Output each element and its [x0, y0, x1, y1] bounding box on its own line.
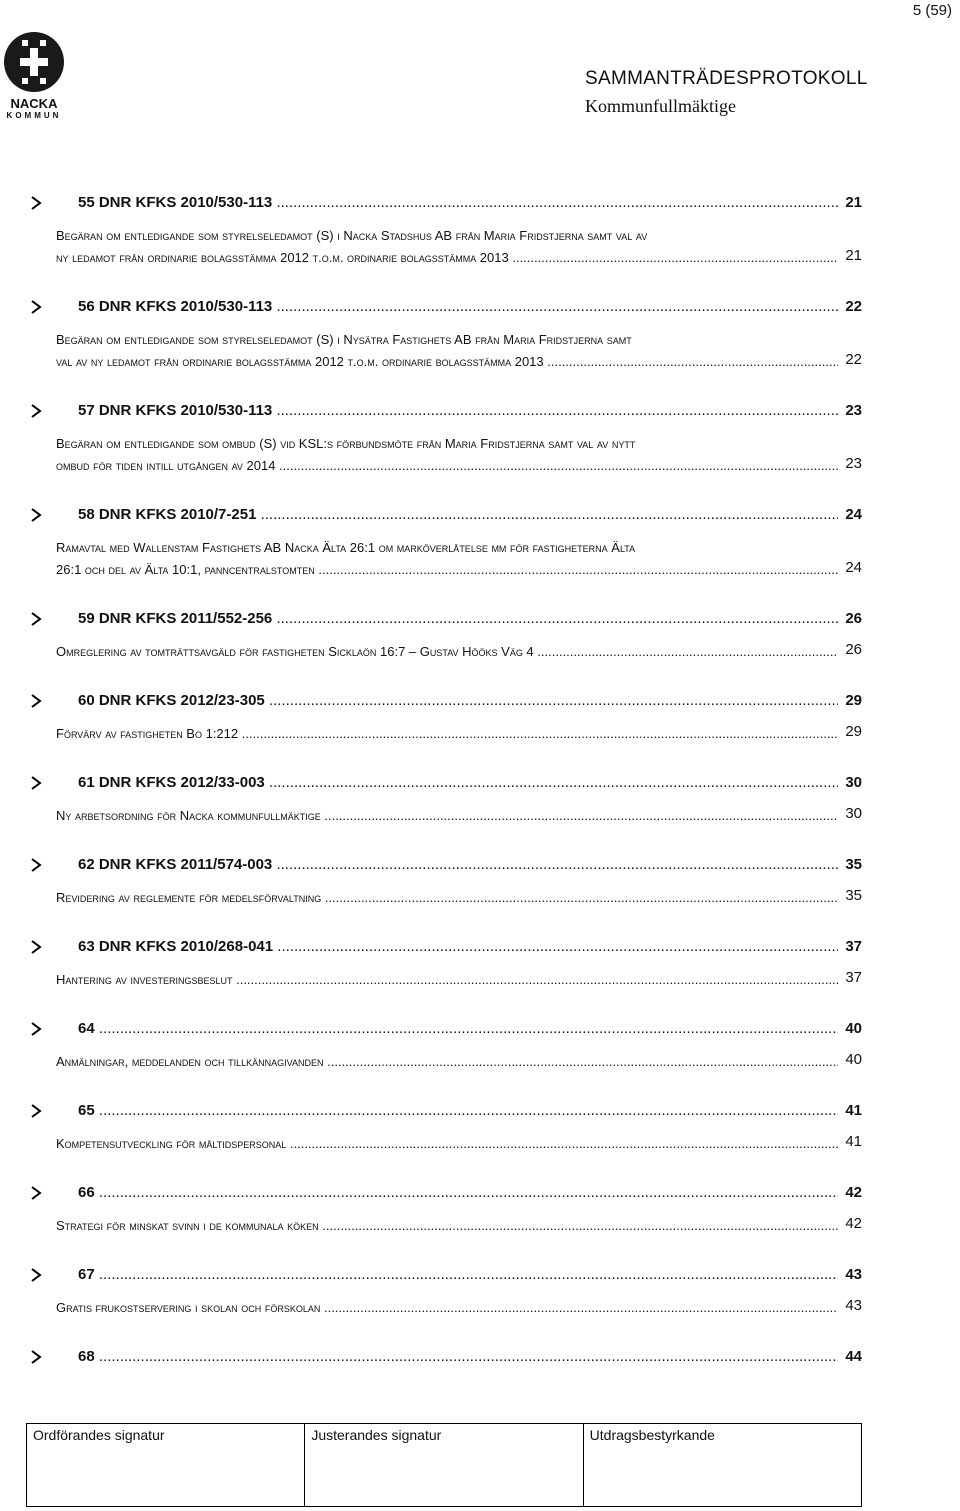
toc-subentry[interactable] [30, 329, 862, 394]
bullet-arrow-icon [30, 193, 42, 213]
nacka-logo [0, 18, 72, 118]
toc-page: 24 [845, 506, 862, 523]
toc-subentry[interactable] [30, 537, 862, 602]
toc-page: 41 [845, 1102, 862, 1119]
toc-page: 21 [845, 194, 862, 211]
page-number: 5 (59) [912, 2, 952, 19]
certification-cell[interactable]: Utdragsbestyrkande [589, 1427, 715, 1443]
toc-heading-text: 59 DNR KFKS 2011/552-256 ..... [78, 610, 838, 627]
toc-heading[interactable] [30, 1178, 862, 1215]
toc-sub-page: 41 [845, 1133, 862, 1150]
toc-subentry[interactable] [30, 723, 862, 766]
toc-sub-page: 26 [845, 641, 862, 658]
bullet-arrow-icon [30, 1183, 42, 1203]
toc-heading[interactable] [30, 1260, 862, 1297]
adjuster-signature-cell[interactable]: Justerandes signatur [305, 1424, 583, 1506]
toc-page: 43 [845, 1266, 862, 1283]
toc-heading[interactable] [30, 292, 862, 329]
toc-subentry[interactable] [30, 433, 862, 498]
document-type: SAMMANTRÄDESPROTOKOLL [585, 68, 868, 89]
toc-heading-text: 68 ..... [78, 1348, 838, 1365]
toc-sub-text: Omreglering av tomträttsavgäld för fastigheten Sicklaön 16:7 – Gustav Hööks Väg 4 ..... [56, 641, 838, 663]
toc-heading-text: 55 DNR KFKS 2010/530-113 ..... [78, 194, 838, 211]
toc-subentry[interactable] [30, 1051, 862, 1094]
toc-heading-text: 61 DNR KFKS 2012/33-003 ..... [78, 774, 838, 791]
toc-heading-text: 66 ..... [78, 1184, 838, 1201]
toc-heading-text: 62 DNR KFKS 2011/574-003 ..... [78, 856, 838, 873]
toc-heading-text: 56 DNR KFKS 2010/530-113 ..... [78, 298, 838, 315]
bullet-arrow-icon [30, 505, 42, 525]
bullet-arrow-icon [30, 855, 42, 875]
toc-sub-text-2: 26:1 och del av Älta 10:1, panncentralstomten ..... [56, 559, 838, 581]
toc-sub-page: 35 [845, 887, 862, 904]
toc-sub-page: 22 [845, 351, 862, 368]
toc-sub-text: Kompetensutveckling för måltidspersonal ..... [56, 1133, 838, 1155]
bullet-arrow-icon [30, 297, 42, 317]
toc-page: 29 [845, 692, 862, 709]
toc-sub-text: Gratis frukostservering i skolan och förskolan ..... [56, 1297, 838, 1319]
toc-heading[interactable] [30, 500, 862, 537]
toc-sub-text: Strategi för minskat svinn i de kommunala köken ..... [56, 1215, 838, 1237]
toc-heading[interactable] [30, 604, 862, 641]
toc-sub-text: Ramavtal med Wallenstam Fastighets AB Nacka Älta 26:1 om marköverlåtelse mm för fastigheterna Älta [56, 540, 636, 555]
toc-sub-page: 21 [845, 247, 862, 264]
toc-sub-text: Förvärv av fastigheten Bo 1:212 ..... [56, 723, 838, 745]
toc-heading-text: 64 ..... [78, 1020, 838, 1037]
bullet-arrow-icon [30, 773, 42, 793]
toc-sub-text-2: val av ny ledamot från ordinarie bolagsstämma 2012 t.o.m. ordinarie bolagsstämma 2013 ..... [56, 351, 838, 373]
toc-page: 23 [845, 402, 862, 419]
toc-heading[interactable] [30, 1096, 862, 1133]
toc-sub-page: 37 [845, 969, 862, 986]
toc-page: 35 [845, 856, 862, 873]
toc-subentry[interactable] [30, 887, 862, 930]
bullet-arrow-icon [30, 937, 42, 957]
toc-heading-text: 63 DNR KFKS 2010/268-041 ..... [78, 938, 838, 955]
toc-heading[interactable] [30, 1014, 862, 1051]
table-of-contents [30, 186, 862, 1379]
toc-subentry[interactable] [30, 969, 862, 1012]
bullet-arrow-icon [30, 1101, 42, 1121]
toc-subentry[interactable] [30, 1215, 862, 1258]
toc-page: 30 [845, 774, 862, 791]
toc-sub-text-2: ny ledamot från ordinarie bolagsstämma 2012 t.o.m. ordinarie bolagsstämma 2013 ..... [56, 247, 838, 269]
toc-heading[interactable] [30, 396, 862, 433]
toc-sub-text: Begäran om entledigande som styrelseledamot (S) i Nacka Stadshus AB från Maria Fridstjerna samt val av [56, 228, 648, 243]
signature-table [26, 1423, 862, 1507]
toc-sub-page: 29 [845, 723, 862, 740]
toc-sub-page: 23 [845, 455, 862, 472]
toc-sub-text: Begäran om entledigande som styrelseledamot (S) i Nysätra Fastighets AB från Maria Fridstjerna samt [56, 332, 632, 347]
toc-page: 22 [845, 298, 862, 315]
toc-sub-page: 40 [845, 1051, 862, 1068]
toc-sub-text: Hantering av investeringsbeslut ..... [56, 969, 838, 991]
toc-heading-text: 57 DNR KFKS 2010/530-113 ..... [78, 402, 838, 419]
toc-sub-text: Anmälningar, meddelanden och tillkännagivanden ..... [56, 1051, 838, 1073]
toc-sub-page: 43 [845, 1297, 862, 1314]
bullet-arrow-icon [30, 691, 42, 711]
toc-heading[interactable] [30, 768, 862, 805]
toc-sub-page: 30 [845, 805, 862, 822]
chair-signature-cell[interactable]: Ordförandes signatur [27, 1424, 305, 1506]
toc-subentry[interactable] [30, 1297, 862, 1340]
toc-sub-page: 24 [845, 559, 862, 576]
toc-subentry[interactable] [30, 641, 862, 684]
bullet-arrow-icon [30, 401, 42, 421]
toc-subentry[interactable] [30, 225, 862, 290]
svg-text:KOMMUN: KOMMUN [6, 111, 62, 118]
toc-heading-text: 58 DNR KFKS 2010/7-251 ..... [78, 506, 838, 523]
toc-heading-text: 67 ..... [78, 1266, 838, 1283]
toc-sub-text-2: ombud för tiden intill utgången av 2014 ..... [56, 455, 838, 477]
toc-subentry[interactable] [30, 1133, 862, 1176]
bullet-arrow-icon [30, 1347, 42, 1367]
toc-page: 42 [845, 1184, 862, 1201]
toc-sub-page: 42 [845, 1215, 862, 1232]
toc-sub-text: Ny arbetsordning för Nacka kommunfullmäktige ..... [56, 805, 838, 827]
toc-sub-text: Begäran om entledigande som ombud (S) vid KSL:s förbundsmöte från Maria Fridstjerna samt val av nytt [56, 436, 636, 451]
toc-heading-text: 60 DNR KFKS 2012/23-305 ..... [78, 692, 838, 709]
bullet-arrow-icon [30, 609, 42, 629]
toc-subentry[interactable] [30, 805, 862, 848]
toc-heading[interactable] [30, 188, 862, 225]
bullet-arrow-icon [30, 1019, 42, 1039]
toc-heading[interactable] [30, 1342, 862, 1379]
toc-page: 26 [845, 610, 862, 627]
toc-heading[interactable] [30, 850, 862, 887]
toc-heading-text: 65 ..... [78, 1102, 838, 1119]
svg-text:NACKA: NACKA [10, 96, 58, 111]
toc-page: 44 [845, 1348, 862, 1365]
toc-heading[interactable] [30, 686, 862, 723]
committee-name: Kommunfullmäktige [585, 96, 736, 116]
toc-heading[interactable] [30, 932, 862, 969]
toc-sub-text: Revidering av reglemente för medelsförvaltning ..... [56, 887, 838, 909]
toc-page: 40 [845, 1020, 862, 1037]
toc-page: 37 [845, 938, 862, 955]
bullet-arrow-icon [30, 1265, 42, 1285]
